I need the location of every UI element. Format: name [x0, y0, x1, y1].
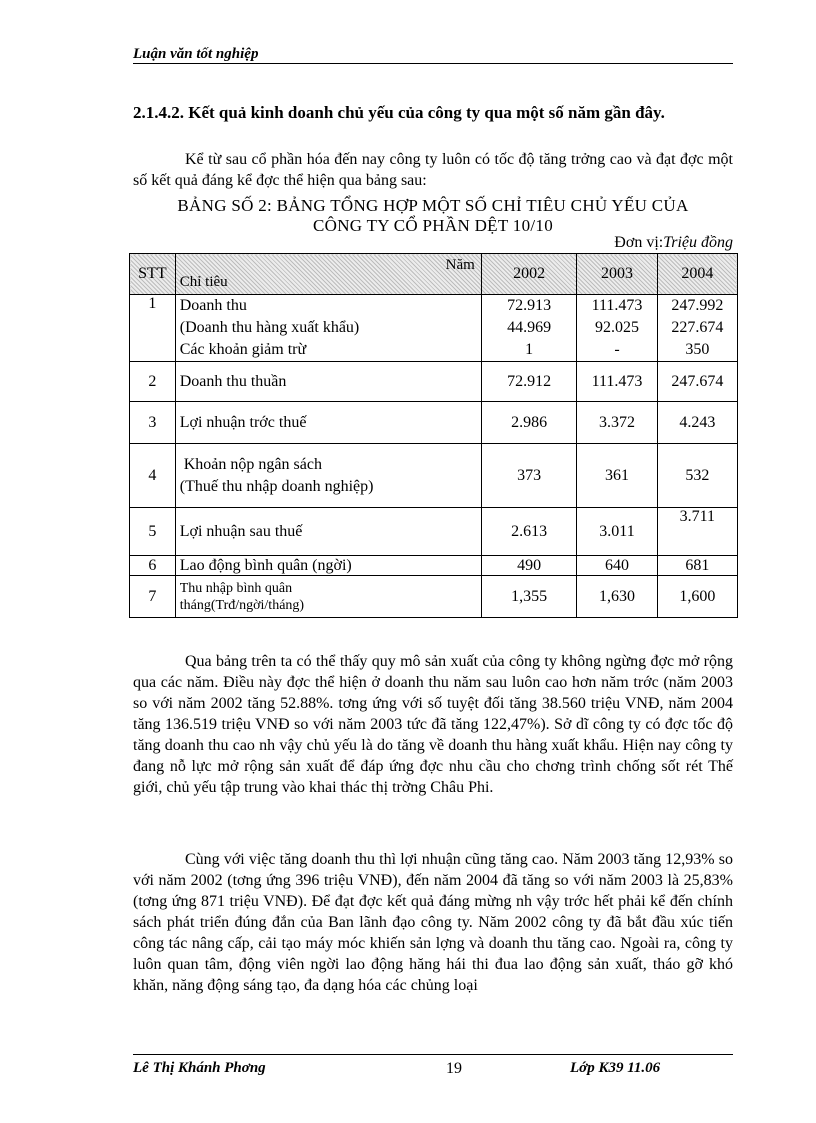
row-label: Lợi nhuận trớc thuế	[175, 402, 481, 444]
unit-prefix: Đơn vị:	[614, 234, 664, 251]
header-nam: Năm	[445, 257, 475, 273]
row-value-2003: 3.372	[577, 402, 657, 444]
value: 247.992	[671, 297, 724, 314]
section-heading: 2.1.4.2. Kết quả kinh doanh chủ yếu của công ty qua một số năm gần đây.	[133, 103, 665, 122]
row-stt: 6	[130, 556, 176, 576]
row-value-2004: 532	[657, 444, 737, 508]
row-label	[175, 576, 481, 618]
paragraph-1: Qua bảng trên ta có thể thấy quy mô sản xuất của công ty không ngừng đợc mở rộng qua các năm. Điều này đợc thể hiện ở doanh thu năm sau luôn cao hơn năm trớc (năm 2003 so với năm 2002 tăng 52.88%. tơng ứng với số tuyệt đối tăng 38.560 triệu VNĐ, năm 2004 tăng 136.519 triệu VNĐ so với năm 2003 tức đã tăng 122,47%). Sở dĩ công ty có đợc tốc độ tăng doanh thu cao nh vậy chủ yếu là do tăng về doanh thu hàng xuất khẩu. Hiện nay công ty đang nỗ lực mở rộng sản xuất để đáp ứng đợc nhu cầu cho chơng trình chống sốt rét Thế giới, chủ yếu tập trung vào khai thác thị trờng Châu Phi.	[133, 653, 733, 796]
row-label: Lao động bình quân (ngời)	[175, 556, 481, 576]
header-2002: 2002	[481, 254, 577, 295]
row-value-2002: 1,355	[481, 576, 577, 618]
table-row	[130, 556, 738, 576]
value: 1	[525, 341, 534, 358]
value: 227.674	[671, 319, 724, 336]
footer-class: Lớp K39 11.06	[570, 1060, 661, 1076]
table-row	[130, 295, 738, 362]
header-divider	[133, 63, 733, 64]
row-stt: 3	[130, 402, 176, 444]
table-row	[130, 362, 738, 402]
value: 72.913	[507, 297, 552, 314]
value: 44.969	[507, 319, 552, 336]
header-2003: 2003	[577, 254, 657, 295]
table-header-row	[130, 254, 738, 295]
row-value-2004: 681	[657, 556, 737, 576]
value: 350	[685, 341, 710, 358]
row-label: Doanh thu thuần	[175, 362, 481, 402]
value: -	[614, 341, 620, 358]
row-label-line: (Doanh thu hàng xuất khẩu)	[179, 319, 360, 336]
row-value-2002: 2.986	[481, 402, 577, 444]
header-2004: 2004	[657, 254, 737, 295]
row-stt: 1	[130, 295, 176, 362]
table-row	[130, 576, 738, 618]
row-value-2004: 4.243	[657, 402, 737, 444]
row-label-line: (Thuế thu nhập doanh nghiệp)	[179, 477, 374, 495]
header-chi-tieu-cell	[175, 254, 481, 295]
header-title: Luận văn tốt nghiệp	[133, 46, 259, 62]
header-chi-tieu: Chỉ tiêu	[179, 274, 228, 290]
table-caption-line2: CÔNG TY CỔ PHẦN DỆT 10/10	[312, 216, 553, 235]
header-stt: STT	[130, 254, 176, 295]
row-value-2004	[657, 295, 737, 362]
table-caption-line1: BẢNG SỐ 2: BẢNG TỔNG HỢP MỘT SỐ CHỈ TIÊU CHỦ YẾU CỦA	[177, 196, 689, 215]
row-value-2003: 640	[577, 556, 657, 576]
row-value-2004: 247.674	[657, 362, 737, 402]
row-value-2003: 111.473	[577, 362, 657, 402]
row-value-2002: 373	[481, 444, 577, 508]
intro-paragraph: Kể từ sau cổ phần hóa đến nay công ty luôn có tốc độ tăng trởng cao và đạt đợc một số kết quả đáng kể đợc thể hiện qua bảng sau:	[133, 151, 733, 189]
row-label-line: tháng(Trđ/ngời/tháng)	[179, 597, 305, 613]
row-value-2003	[577, 295, 657, 362]
row-value-2002	[481, 295, 577, 362]
row-label: Lợi nhuận sau thuế	[175, 508, 481, 556]
row-value-2003: 3.011	[577, 508, 657, 556]
unit-label	[430, 234, 733, 252]
footer-author: Lê Thị Khánh Phơng	[133, 1060, 266, 1076]
row-value-2002: 72.912	[481, 362, 577, 402]
row-value-2002: 490	[481, 556, 577, 576]
row-label-line: Các khoản giảm trừ	[179, 341, 307, 358]
value: 92.025	[595, 319, 639, 336]
row-value-2003: 1,630	[577, 576, 657, 618]
summary-table	[129, 253, 738, 618]
row-value-2004: 3.711	[657, 508, 737, 556]
table-row	[130, 508, 738, 556]
unit-value: Triệu đồng	[663, 234, 733, 251]
table-row	[130, 444, 738, 508]
row-label-line: Thu nhập bình quân	[179, 580, 293, 596]
row-stt: 7	[130, 576, 176, 618]
row-label-line: Doanh thu	[179, 297, 247, 314]
row-label	[175, 295, 481, 362]
row-stt: 4	[130, 444, 176, 508]
row-value-2002: 2.613	[481, 508, 577, 556]
row-label	[175, 444, 481, 508]
paragraph-2: Cùng với việc tăng doanh thu thì lợi nhuận cũng tăng cao. Năm 2003 tăng 12,93% so với năm 2002 (tơng ứng 396 triệu VNĐ), đến năm 2004 đã tăng so với năm 2003 là 25,83% (tơng ứng 871 triệu VNĐ). Để đạt đợc kết quả đáng mừng nh vậy trớc hết phải kể đến chính sách phát triển đúng đắn của Ban lãnh đạo công ty. Năm 2002 công ty đã bắt đầu xúc tiến công tác nâng cấp, cải tạo máy móc khiến sản lợng và doanh thu tăng cao. Ngoài ra, công ty luôn quan tâm, động viên ngời lao động hăng hái thi đua lao động sản xuất, tháo gỡ khó khăn, năng động sáng tạo, đa dạng hóa các chủng loại	[133, 851, 733, 994]
footer-divider	[133, 1054, 733, 1055]
row-value-2004: 1,600	[657, 576, 737, 618]
row-stt: 5	[130, 508, 176, 556]
row-value-2003: 361	[577, 444, 657, 508]
table-row	[130, 402, 738, 444]
value: 111.473	[591, 297, 643, 314]
row-stt: 2	[130, 362, 176, 402]
row-label-line: Khoản nộp ngân sách	[183, 455, 322, 473]
page-number: 19	[446, 1060, 462, 1077]
